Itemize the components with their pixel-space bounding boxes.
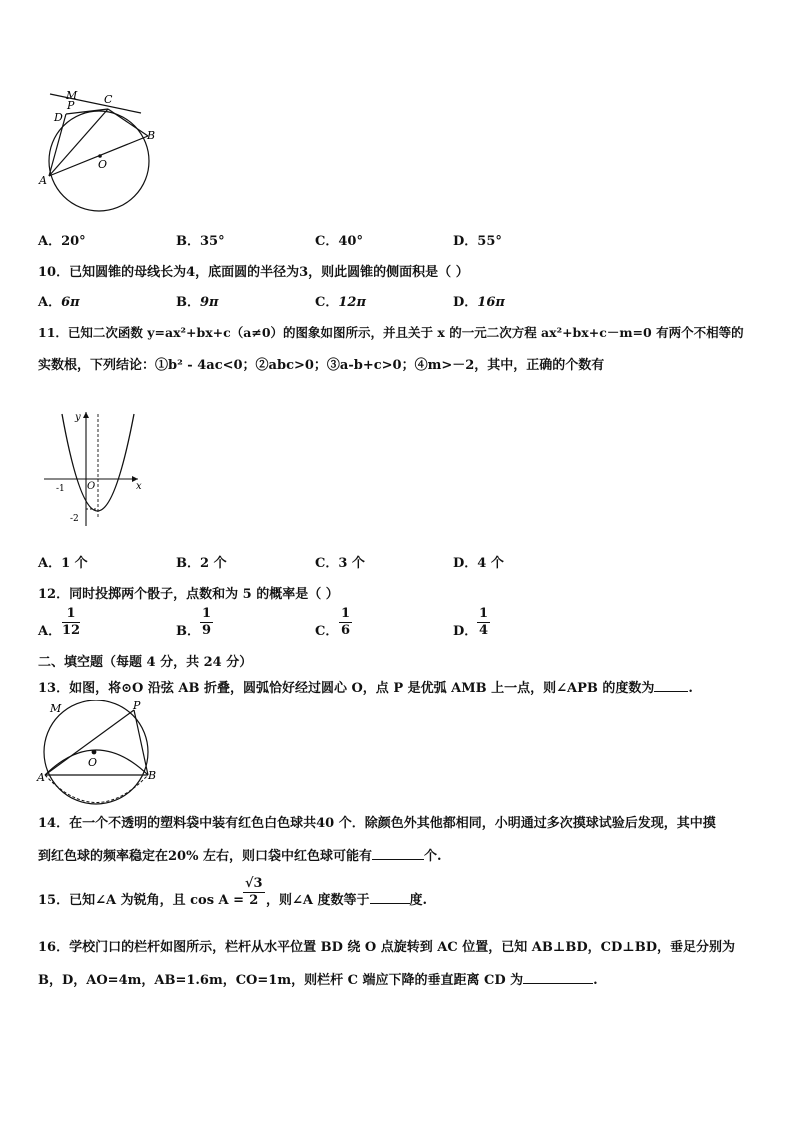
label-C: C: [104, 93, 113, 106]
q11-option-c[interactable]: C．3 个: [315, 556, 365, 571]
q10-stem: 10．已知圆锥的母线长为4，底面圆的半径为3，则此圆锥的侧面积是（ ）: [38, 265, 469, 280]
q15-pre: 15．已知∠A 为锐角，且 cos A =: [38, 893, 245, 908]
graph-label-y: y: [75, 412, 81, 423]
q12-option-c-fraction: $\frac{1}{6}$: [341, 606, 351, 638]
graph-label-neg1: -1: [56, 484, 65, 494]
q11-option-b[interactable]: B．2 个: [176, 556, 227, 571]
graph-label-o: O: [87, 481, 96, 492]
q10-option-d[interactable]: D．16π: [453, 295, 505, 310]
q11-option-d[interactable]: D．4 个: [453, 556, 504, 571]
label-A: A: [39, 174, 47, 187]
q16-line1: 16．学校门口的栏杆如图所示，栏杆从水平位置 BD 绕 O 点旋转到 AC 位置，已知 AB⊥BD，CD⊥BD，垂足分别为: [38, 940, 735, 955]
q9-option-c[interactable]: C．40°: [315, 234, 363, 249]
q13-label-O: O: [88, 756, 98, 769]
q13-label-A: A: [37, 771, 45, 784]
q13-label-P: P: [133, 700, 141, 712]
q15-answer-blank[interactable]: [370, 892, 410, 904]
q12-option-b-letter[interactable]: B．: [176, 624, 200, 639]
q11-option-a[interactable]: A．1 个: [38, 556, 88, 571]
q13-answer-blank[interactable]: [654, 680, 688, 692]
graph-label-neg2: -2: [70, 514, 79, 524]
q16-line2: B，D，AO=4m，AB=1.6m，CO=1m，则栏杆 C 端应下降的垂直距离 CD 为 .: [38, 973, 598, 988]
label-B: B: [147, 129, 156, 142]
q15-cos-fraction: $\frac{√3}{2}$: [245, 876, 263, 908]
q11-parabola-graph: [40, 408, 150, 528]
q16-answer-blank[interactable]: [523, 972, 593, 984]
q10-option-c[interactable]: C．12π: [315, 295, 366, 310]
q15-post: ，则∠A 度数等于 度.: [266, 893, 428, 908]
section-heading-fill-in: 二、填空题（每题 4 分，共 24 分）: [38, 655, 253, 670]
q13-stem: 13．如图，将⊙O 沿弦 AB 折叠，圆弧恰好经过圆心 O，点 P 是优弧 AMB 上一点，则∠APB 的度数为 .: [38, 681, 693, 696]
q9-option-b[interactable]: B．35°: [176, 234, 225, 249]
q12-stem: 12．同时投掷两个骰子，点数和为 5 的概率是（ ）: [38, 587, 339, 602]
q11-stem-line1: 11．已知二次函数 y=ax²+bx+c（a≠0）的图象如图所示，并且关于 x 的一元二次方程 ax²+bx+c－m=0 有两个不相等的: [38, 325, 744, 340]
q10-option-a[interactable]: A．6π: [38, 295, 80, 310]
q9-circle-figure: [36, 86, 166, 216]
q13-label-M: M: [50, 702, 62, 715]
q13-circle-figure: [36, 700, 162, 806]
q12-option-d-fraction: $\frac{1}{4}$: [479, 606, 489, 638]
q9-option-d[interactable]: D．55°: [453, 234, 502, 249]
label-M: M: [66, 89, 78, 102]
label-O: O: [98, 158, 108, 171]
q12-option-c-letter[interactable]: C．: [315, 624, 339, 639]
q12-option-d-letter[interactable]: D．: [453, 624, 478, 639]
q14-line2: 到红色球的频率稳定在20% 左右，则口袋中红色球可能有 个.: [38, 849, 442, 864]
q10-option-b[interactable]: B．9π: [176, 295, 219, 310]
q11-stem-line2: 实数根，下列结论：①b² - 4ac<0；②abc>0；③a-b+c>0；④m>－2，其中，正确的个数有: [38, 358, 605, 373]
q9-option-a[interactable]: A．20°: [38, 234, 86, 249]
graph-label-x: x: [136, 481, 142, 492]
q12-option-a-letter[interactable]: A．: [38, 624, 62, 639]
q13-label-B: B: [148, 769, 157, 782]
q12-option-a-fraction: $\frac{1}{12}$: [62, 606, 81, 638]
q14-line1: 14．在一个不透明的塑料袋中装有红色白色球共40 个．除颜色外其他都相同，小明通过多次摸球试验后发现，其中摸: [38, 816, 716, 831]
q14-answer-blank[interactable]: [372, 848, 424, 860]
q12-option-b-fraction: $\frac{1}{9}$: [202, 606, 212, 638]
label-P: P: [67, 99, 75, 112]
label-D: D: [54, 111, 63, 124]
